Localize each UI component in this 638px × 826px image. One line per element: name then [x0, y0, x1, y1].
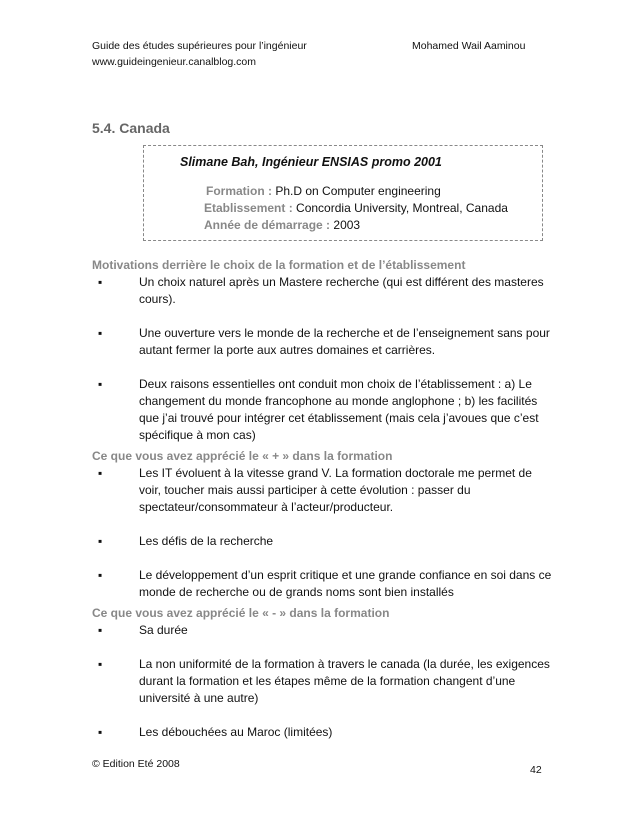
list-item: ▪ Un choix naturel après un Mastere recherche (qui est différent des masteres cours). [92, 274, 552, 308]
plus-heading: Ce que vous avez apprécié le « + » dans la formation [92, 449, 393, 463]
profile-name: Slimane Bah, Ingénieur ENSIAS promo 2001 [180, 155, 442, 169]
formation-label: Formation : [206, 184, 272, 198]
motivations-heading: Motivations derrière le choix de la formation et de l’établissement [92, 258, 466, 272]
guide-title: Guide des études supérieures pour l’ingénieur [92, 40, 307, 52]
list-item: ▪ Sa durée [92, 622, 552, 639]
etablissement-value: Concordia University, Montreal, Canada [296, 201, 508, 215]
list-item: ▪ La non uniformité de la formation à travers le canada (la durée, les exigences durant la formation et les étapes même de la formation changent d’une université à une autre) [92, 656, 552, 707]
annee-label: Année de démarrage : [204, 218, 331, 232]
motivations-list [92, 274, 552, 444]
etablissement-label: Etablissement : [204, 201, 293, 215]
document-body [92, 257, 552, 745]
list-item: ▪ Une ouverture vers le monde de la recherche et de l’enseignement sans pour autant fermer la porte aux autres domaines et carrières. [92, 325, 552, 359]
annee-value: 2003 [333, 218, 361, 232]
site-url: www.guideingenieur.canalblog.com [92, 56, 257, 68]
section-title: 5.4. Canada [92, 120, 170, 136]
list-item: ▪ Les IT évoluent à la vitesse grand V. La formation doctorale me permet de voir, toucher mais aussi participer à cette évolution : passer du spectateur/consommateur à l’acteur/producteur. [92, 465, 552, 516]
etablissement-line [204, 201, 508, 215]
list-item: ▪ Les débouchées au Maroc (limitées) [92, 724, 552, 741]
formation-value: Ph.D on Computer engineering [275, 184, 441, 198]
footer-edition: © Edition Eté 2008 [92, 758, 180, 770]
page-header-left [92, 38, 307, 70]
list-item: ▪ Les défis de la recherche [92, 533, 552, 550]
page-number: 42 [530, 764, 542, 776]
minus-list [92, 622, 552, 741]
list-item: ▪ Le développement d’un esprit critique et une grande confiance en soi dans ce monde de recherche ou de grands noms sont bien installés [92, 567, 552, 601]
formation-line [206, 184, 441, 198]
annee-line [204, 218, 360, 232]
list-item: ▪ Deux raisons essentielles ont conduit mon choix de l’établissement : a) Le changement du monde francophone au monde anglophone ; b) les facilités que j’ai trouvé pour intégrer cet établissement (mais cela j’avoues que c’est spécifique à mon cas) [92, 376, 552, 444]
author-name: Mohamed Wail Aaminou [412, 40, 526, 52]
plus-list [92, 465, 552, 601]
minus-heading: Ce que vous avez apprécié le « - » dans la formation [92, 606, 390, 620]
profile-box [143, 145, 543, 241]
